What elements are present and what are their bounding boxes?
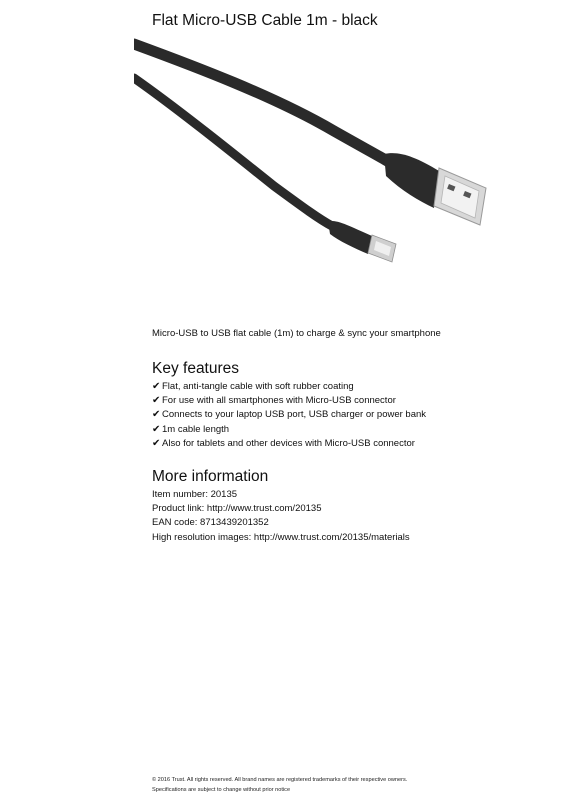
usb-a-connector — [434, 168, 486, 225]
check-icon: ✔ — [152, 409, 161, 421]
check-icon: ✔ — [152, 437, 161, 449]
list-item: ✔ Also for tablets and other devices with Micro-USB connector — [152, 437, 426, 451]
cable-lower — [134, 78, 332, 226]
micro-usb-housing — [328, 221, 372, 254]
list-item: ✔ Flat, anti-tangle cable with soft rubber coating — [152, 380, 426, 394]
list-item: ✔ For use with all smartphones with Micro-USB connector — [152, 394, 426, 408]
check-icon: ✔ — [152, 395, 161, 407]
item-number: Item number: 20135 — [152, 489, 238, 500]
more-information-heading: More information — [152, 468, 269, 485]
more-information-list — [152, 488, 410, 545]
check-icon: ✔ — [152, 381, 161, 392]
product-link[interactable]: Product link: http://www.trust.com/20135 — [152, 503, 322, 515]
list-item: ✔ 1m cable length — [152, 423, 426, 437]
product-image — [134, 36, 494, 268]
list-item: ✔ Connects to your laptop USB port, USB charger or power bank — [152, 408, 426, 422]
footer-copyright: © 2016 Trust. All rights reserved. All brand names are registered trademarks of their respective owners. — [152, 777, 408, 783]
check-icon: ✔ — [152, 423, 161, 435]
footer — [152, 776, 407, 795]
key-features-heading: Key features — [152, 360, 240, 377]
ean-code: EAN code: 8713439201352 — [152, 517, 269, 529]
hi-res-images-link[interactable]: High resolution images: http://www.trust.com/20135/materials — [152, 531, 410, 543]
footer-disclaimer: Specifications are subject to change without prior notice — [152, 786, 291, 793]
page-title: Flat Micro-USB Cable 1m - black — [152, 12, 378, 29]
micro-usb-connector — [368, 235, 396, 262]
key-features-list — [152, 380, 426, 451]
intro-text: Micro-USB to USB flat cable (1m) to charge & sync your smartphone — [152, 328, 441, 339]
usb-a-housing — [384, 153, 439, 208]
